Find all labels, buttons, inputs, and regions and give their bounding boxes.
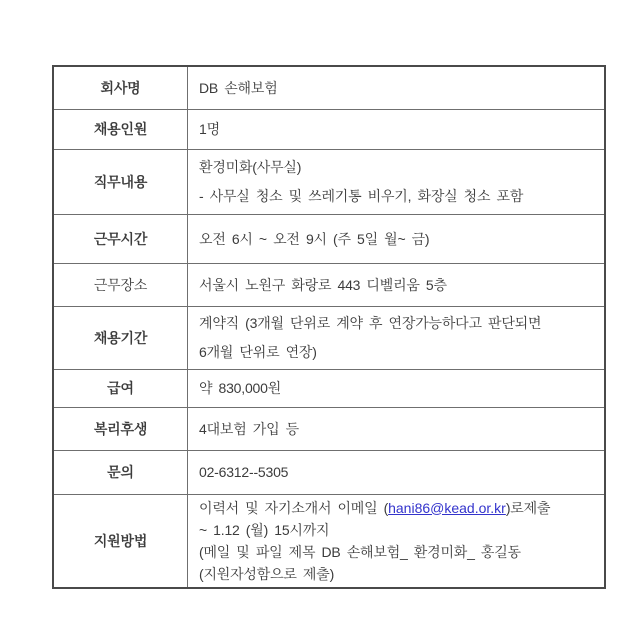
table-row-work-location: [53, 263, 605, 306]
text-segment: 02-6312--5305: [199, 464, 289, 480]
job-posting-table: [52, 65, 606, 589]
row-label: 지원방법: [53, 494, 188, 588]
row-label: 직무내용: [53, 149, 188, 214]
table-row-job-description: [53, 149, 605, 214]
row-value: [188, 306, 606, 369]
table-row-company: [53, 66, 605, 109]
value-line: - 사무실 청소 및 쓰레기통 비우기, 화장실 청소 포함: [199, 187, 524, 204]
row-label: 근무시간: [53, 214, 188, 263]
value-line: (지원자성함으로 제출): [199, 565, 335, 582]
text-segment: 서울시 노원구 화랑로 443 디벨리움 5층: [199, 276, 447, 293]
email-link[interactable]: hani86@kead.or.kr: [388, 499, 506, 516]
row-label: 복리후생: [53, 407, 188, 450]
table-row-working-hours: [53, 214, 605, 263]
row-value: [188, 450, 606, 494]
table-row-employment-period: [53, 306, 605, 369]
job-posting-table-wrap: [52, 65, 606, 589]
row-label: 근무장소: [53, 263, 188, 306]
row-value: [188, 263, 606, 306]
row-value: [188, 109, 606, 149]
row-value: [188, 369, 606, 407]
text-segment: DB 손해보험: [199, 79, 278, 96]
row-label: 문의: [53, 450, 188, 494]
row-label: 급여: [53, 369, 188, 407]
row-value: [188, 407, 606, 450]
text-segment: 4대보험 가입 등: [199, 420, 299, 437]
row-value: [188, 494, 606, 588]
row-label: 채용인원: [53, 109, 188, 149]
value-line: ~ 1.12 (월) 15시까지: [199, 521, 330, 538]
table-row-benefits: [53, 407, 605, 450]
row-label: 채용기간: [53, 306, 188, 369]
text-segment: 1명: [199, 121, 220, 137]
value-line: 계약직 (3개월 단위로 계약 후 연장가능하다고 판단되면: [199, 314, 542, 331]
table-row-contact: [53, 450, 605, 494]
value-line: (메일 및 파일 제목 DB 손해보험_ 환경미화_ 홍길동: [199, 543, 521, 560]
value-line: 6개월 단위로 연장): [199, 343, 317, 360]
row-label: 회사명: [53, 66, 188, 109]
row-value: [188, 149, 606, 214]
table-row-headcount: [53, 109, 605, 149]
text-segment: )로제출: [505, 499, 551, 516]
text-segment: 이력서 및 자기소개서 이메일 (: [199, 499, 389, 516]
value-line: 환경미화(사무실): [199, 158, 302, 175]
value-line: [199, 497, 600, 519]
row-value: [188, 66, 606, 109]
row-value: [188, 214, 606, 263]
text-segment: 약 830,000원: [199, 380, 282, 396]
table-row-salary: [53, 369, 605, 407]
table-row-how-to-apply: [53, 494, 605, 588]
text-segment: 오전 6시 ~ 오전 9시 (주 5일 월~ 금): [199, 230, 430, 247]
